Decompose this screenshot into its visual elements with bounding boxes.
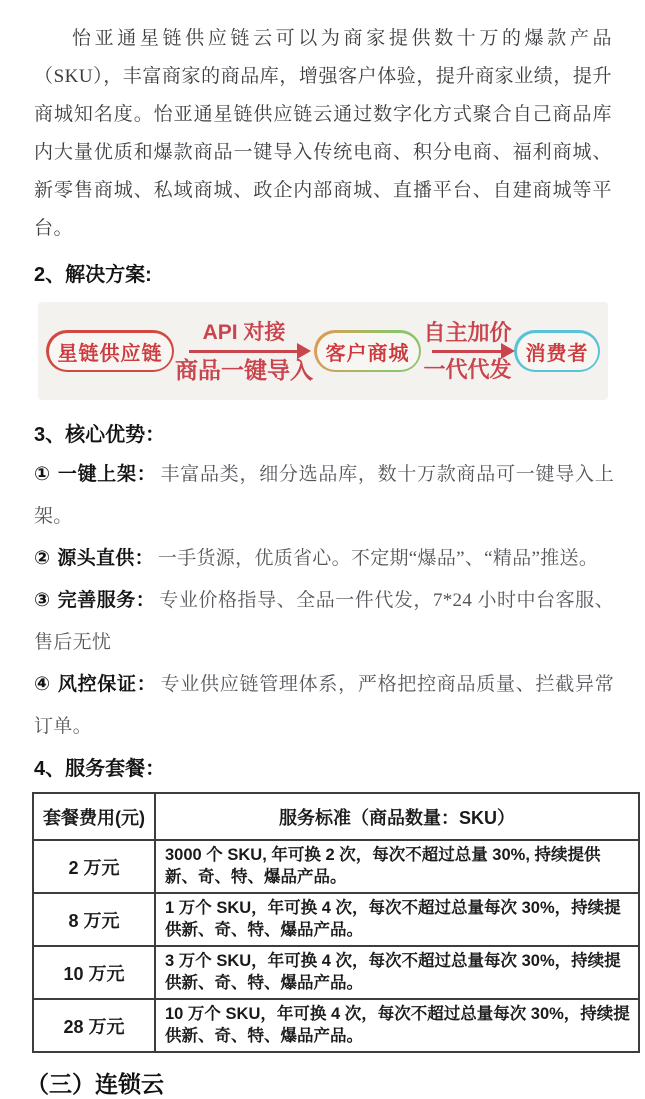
item-label: 风控保证： xyxy=(57,674,157,695)
arrow-right-icon xyxy=(432,350,503,353)
table-row xyxy=(33,946,639,999)
item-number: ① xyxy=(34,464,51,485)
table-header-row xyxy=(33,793,639,840)
service-packages-table xyxy=(32,792,640,1053)
table-row xyxy=(33,893,639,946)
flow-step-markup xyxy=(423,319,512,383)
package-standard: 3 万个 SKU，年可换 4 次，每次不超过总量每次 30%，持续提供新、奇、特、爆品产品。 xyxy=(155,946,639,999)
advantages-list xyxy=(34,454,614,748)
package-price: 2 万元 xyxy=(33,840,155,893)
arrow2-top-label: 自主加价 xyxy=(423,319,512,345)
item-number: ③ xyxy=(34,590,51,611)
node-supply-chain-label: 星链供应链 xyxy=(49,333,172,370)
item-label: 一键上架： xyxy=(57,464,157,485)
advantage-item xyxy=(34,454,614,538)
header-standard: 服务标准（商品数量：SKU） xyxy=(155,793,639,840)
node-customer-mall xyxy=(314,330,421,372)
chain-cloud-section-heading: （三）连锁云 xyxy=(26,1071,164,1097)
item-number: ④ xyxy=(34,674,51,695)
item-label: 源头直供： xyxy=(57,548,154,569)
arrow2-bottom-label: 一代代发 xyxy=(423,356,512,382)
solution-heading: 2、解决方案: xyxy=(34,264,152,286)
package-price: 28 万元 xyxy=(33,999,155,1052)
flow-step-api xyxy=(175,320,314,383)
advantages-heading: 3、核心优势： xyxy=(34,424,166,446)
node-consumer xyxy=(514,330,600,372)
item-text: 丰富品类，细分选品库，数十万款商品可一键导入上架。 xyxy=(34,464,614,527)
node-consumer-label: 消费者 xyxy=(517,333,598,370)
item-text: 专业供应链管理体系，严格把控商品质量、拦截异常订单。 xyxy=(34,674,614,737)
node-supply-chain xyxy=(46,330,174,372)
header-price: 套餐费用(元) xyxy=(33,793,155,840)
arrow1-top-label: API 对接 xyxy=(202,320,286,344)
package-price: 10 万元 xyxy=(33,946,155,999)
advantage-item xyxy=(34,580,614,664)
package-standard: 10 万个 SKU，年可换 4 次，每次不超过总量每次 30%，持续提供新、奇、特、爆品产品。 xyxy=(155,999,639,1052)
arrow-right-icon xyxy=(189,350,300,353)
item-label: 完善服务： xyxy=(57,590,156,611)
item-text: 专业价格指导、全品一件代发，7*24 小时中台客服、售后无忧 xyxy=(34,590,614,653)
advantage-item xyxy=(34,664,614,748)
solution-flow-diagram xyxy=(38,302,608,400)
package-price: 8 万元 xyxy=(33,893,155,946)
arrow1-bottom-label: 商品一键导入 xyxy=(175,356,314,383)
package-standard: 3000 个 SKU, 年可换 2 次，每次不超过总量 30%, 持续提供新、奇、特、爆品产品。 xyxy=(155,840,639,893)
intro-paragraph: 怡亚通星链供应链云可以为商家提供数十万的爆款产品（SKU），丰富商家的商品库，增强客户体验，提升商家业绩，提升商城知名度。怡亚通星链供应链云通过数字化方式聚合自己商品库内大量优质和爆款商品一键导入传统电商、积分电商、福利商城、新零售商城、私域商城、政企内部商城、直播平台、自建商城等平台。 xyxy=(34,28,612,239)
packages-heading: 4、服务套餐： xyxy=(34,758,166,780)
package-standard: 1 万个 SKU，年可换 4 次，每次不超过总量每次 30%，持续提供新、奇、特、爆品产品。 xyxy=(155,893,639,946)
table-row xyxy=(33,840,639,893)
advantage-item xyxy=(34,538,614,580)
item-number: ② xyxy=(34,548,51,569)
item-text: 一手货源，优质省心。不定期“爆品”、“精品”推送。 xyxy=(157,548,599,569)
table-row xyxy=(33,999,639,1052)
node-customer-mall-label: 客户商城 xyxy=(317,333,419,370)
